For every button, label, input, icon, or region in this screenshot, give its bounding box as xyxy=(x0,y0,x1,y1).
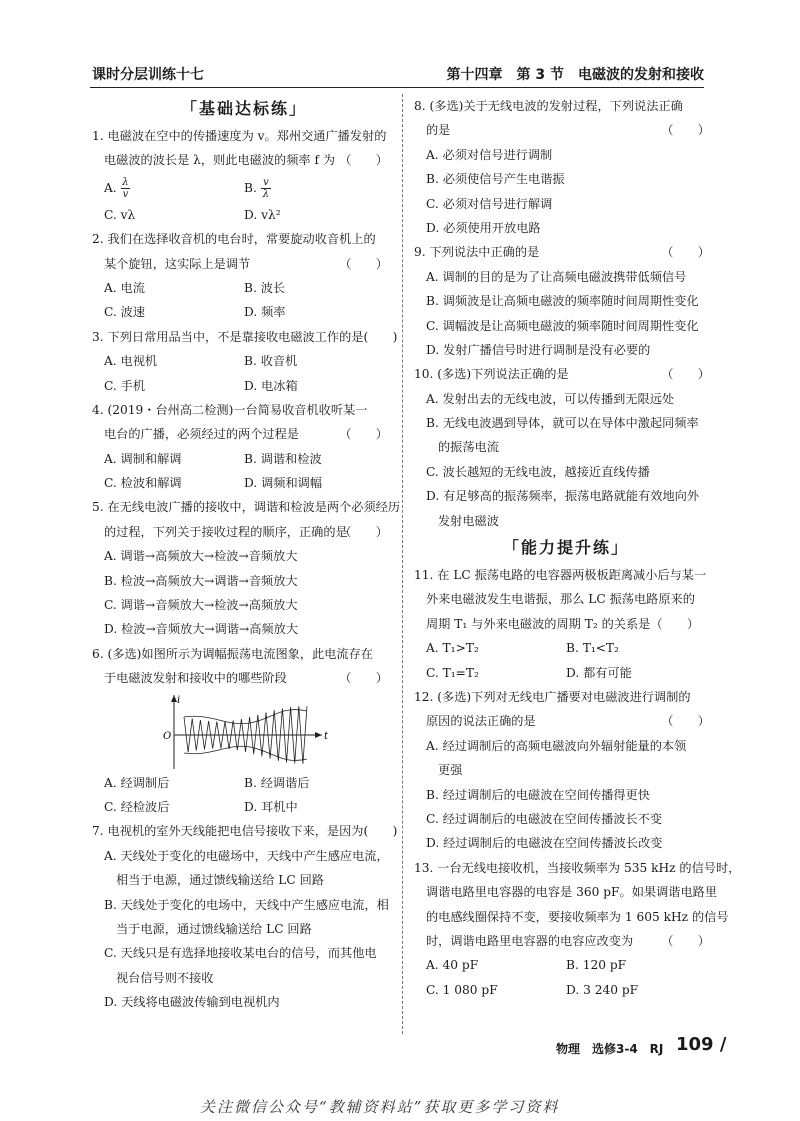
q3-option-b[interactable]: B. 收音机 xyxy=(244,354,298,369)
axis-i-label: i xyxy=(177,694,181,706)
q5-option-c[interactable]: C. 调谐→音频放大→检波→高频放大 xyxy=(104,598,298,613)
q3-options-cd xyxy=(92,374,396,398)
q12-option-a[interactable]: A. 经过调制后的高频电磁波向外辐射能量的本领 xyxy=(426,738,687,753)
q6-option-a[interactable]: A. 经调制后 xyxy=(104,775,170,790)
q11-option-a[interactable]: A. T₁>T₂ xyxy=(426,641,479,656)
q8-option-b[interactable]: B. 必须使信号产生电谐振 xyxy=(426,172,565,187)
q12-line1: 12. (多选)下列对无线电广播要对电磁波进行调制的 xyxy=(414,689,691,704)
q13-option-d[interactable]: D. 3 240 pF xyxy=(566,982,639,997)
q8-line2 xyxy=(414,118,718,142)
q9-stem: 9. 下列说法中正确的是 xyxy=(414,245,540,260)
q3-line1: 3. 下列日常用品当中，不是靠接收电磁波工作的是( ) xyxy=(92,329,398,344)
q6-options-ab xyxy=(92,771,396,795)
q5-stem: 的过程，下列关于接收过程的顺序，正确的是 xyxy=(104,524,348,539)
question-4 xyxy=(92,398,396,496)
origin-label: O xyxy=(163,730,172,742)
q11-options-ab xyxy=(414,636,718,660)
am-wave-figure xyxy=(92,691,396,771)
q6-option-b[interactable]: B. 经调谐后 xyxy=(244,775,310,790)
answer-paren: （ ） xyxy=(339,524,388,539)
q13-options-ab xyxy=(414,953,718,977)
q11-option-d[interactable]: D. 都有可能 xyxy=(566,665,632,680)
q10-stem: 10. (多选)下列说法正确的是 xyxy=(414,367,569,382)
q1-option-c[interactable]: C. vλ xyxy=(104,207,136,222)
q7-option-c-cont: 视台信号则不接收 xyxy=(116,970,214,985)
question-1 xyxy=(92,124,396,227)
q5-line1: 5. 在无线电波广播的接收中，调谐和检波是两个必须经历 xyxy=(92,500,401,515)
header-rule xyxy=(90,87,704,88)
frac-a-num: λ xyxy=(122,176,129,188)
opt-a-label: A. xyxy=(104,180,121,195)
q2-line2 xyxy=(92,252,396,276)
q6-line2 xyxy=(92,666,396,690)
q3-options-ab xyxy=(92,349,396,373)
q9-line1 xyxy=(414,240,718,264)
q2-options-cd xyxy=(92,300,396,324)
q10-option-a[interactable]: A. 发射出去的无线电波，可以传播到无限远处 xyxy=(426,391,675,406)
q5-line2 xyxy=(92,520,396,544)
answer-paren: （ ） xyxy=(339,153,388,168)
q9-option-b[interactable]: B. 调频波是让高频电磁波的频率随时间周期性变化 xyxy=(426,294,699,309)
frac-a xyxy=(121,177,131,200)
question-8 xyxy=(414,94,718,240)
q7-option-c[interactable]: C. 天线只是有选择地接收某电台的信号，而其他电 xyxy=(104,946,377,961)
q7-option-b[interactable]: B. 天线处于变化的电场中，天线中产生感应电流，相 xyxy=(104,897,389,912)
q8-option-d[interactable]: D. 必须使用开放电路 xyxy=(426,220,541,235)
upper-envelope xyxy=(184,709,307,723)
right-column xyxy=(414,94,741,1002)
q1-option-d[interactable]: D. vλ² xyxy=(244,207,281,222)
q10-option-b[interactable]: B. 无线电波遇到导体，就可以在导体中激起同频率 xyxy=(426,416,699,431)
question-5 xyxy=(92,495,401,641)
q3-option-a[interactable]: A. 电视机 xyxy=(104,354,158,369)
q10-option-d[interactable]: D. 有足够高的振荡频率，振荡电路就能有效地向外 xyxy=(426,489,700,504)
question-9 xyxy=(414,240,718,362)
q3-option-c[interactable]: C. 手机 xyxy=(104,378,146,393)
question-7 xyxy=(92,819,396,1014)
q13-stem: 时，调谐电路里电容器的电容应改变为 xyxy=(426,933,634,948)
question-10 xyxy=(414,362,718,533)
q1-options-ab xyxy=(92,173,396,203)
question-2 xyxy=(92,227,396,325)
section-advanced-title: 「能力提升练」 xyxy=(502,538,629,558)
frac-a-den: v xyxy=(122,188,129,200)
question-12 xyxy=(414,685,718,856)
opt-b-label: B. xyxy=(244,180,261,195)
q13-option-c[interactable]: C. 1 080 pF xyxy=(426,982,498,997)
q4-options-ab xyxy=(92,447,396,471)
q8-line1: 8. (多选)关于无线电波的发射过程，下列说法正确 xyxy=(414,99,683,113)
frac-b-num: v xyxy=(263,176,269,188)
q2-option-b[interactable]: B. 波长 xyxy=(244,280,286,295)
q1-stem: 电磁波的波长是 λ，则此电磁波的频率 f 为 xyxy=(104,153,336,168)
q12-stem: 原因的说法正确的是 xyxy=(426,714,536,729)
q6-line1: 6. (多选)如图所示为调幅振荡电流图象，此电流存在 xyxy=(92,646,373,661)
question-3 xyxy=(92,325,396,398)
q7-line1: 7. 电视机的室外天线能把电信号接收下来，是因为( ) xyxy=(92,824,398,839)
q12-option-c[interactable]: C. 经过调制后的电磁波在空间传播波长不变 xyxy=(426,811,663,826)
answer-paren: （ ） xyxy=(661,933,710,948)
q2-line1: 2. 我们在选择收音机的电台时，常要旋动收音机上的 xyxy=(92,232,376,247)
q13-line1: 13. 一台无线电接收机，当接收频率为 535 kHz 的信号时， xyxy=(414,860,741,875)
am-wave-svg xyxy=(162,691,332,771)
bottom-handwritten-note: 关注微信公众号“教辅资料站”获取更多学习资料 xyxy=(200,1098,560,1116)
q2-options-ab xyxy=(92,276,396,300)
q1-line1: 1. 电磁波在空中的传播速度为 v。郑州交通广播发射的 xyxy=(92,129,387,143)
answer-paren: （ ） xyxy=(339,256,388,271)
axis-t-label: t xyxy=(324,730,329,742)
q13-line2: 调谐电路里电容器的电容是 360 pF。如果调谐电路里 xyxy=(426,885,718,900)
answer-paren: （ ） xyxy=(661,245,710,260)
question-13 xyxy=(414,856,741,1002)
q8-option-a[interactable]: A. 必须对信号进行调制 xyxy=(426,147,553,162)
q9-option-a[interactable]: A. 调制的目的是为了让高频电磁波携带低频信号 xyxy=(426,269,687,284)
q7-option-a-cont: 相当于电源，通过馈线输送给 LC 回路 xyxy=(116,873,324,888)
q4-option-a[interactable]: A. 调制和解调 xyxy=(104,451,182,466)
q5-option-b[interactable]: B. 检波→高频放大→调谐→音频放大 xyxy=(104,573,298,588)
q5-option-a[interactable]: A. 调谐→高频放大→检波→音频放大 xyxy=(104,549,298,564)
q3-option-d[interactable]: D. 电冰箱 xyxy=(244,378,298,393)
q4-line2 xyxy=(92,422,396,446)
q1-options-cd xyxy=(92,203,396,227)
q7-option-b-cont: 当于电源，通过馈线输送给 LC 回路 xyxy=(116,921,312,936)
page-number: 109 / xyxy=(676,1034,727,1055)
q6-stem: 于电磁波发射和接收中的哪些阶段 xyxy=(104,671,287,686)
q13-option-b[interactable]: B. 120 pF xyxy=(566,958,627,973)
q13-option-a[interactable]: A. 40 pF xyxy=(426,958,479,973)
q11-line2: 外来电磁波发生电谐振，那么 LC 振荡电路原来的 xyxy=(426,592,695,607)
q2-option-c[interactable]: C. 波速 xyxy=(104,305,146,320)
lower-envelope xyxy=(184,746,307,760)
answer-paren: （ ） xyxy=(661,714,710,729)
q12-line2 xyxy=(414,709,718,733)
header-left: 课时分层训练十七 xyxy=(92,67,204,83)
q5-option-d[interactable]: D. 检波→音频放大→调谐→高频放大 xyxy=(104,622,298,637)
q10-line1 xyxy=(414,362,718,386)
q8-stem: 的是 xyxy=(426,123,451,138)
left-column xyxy=(92,94,401,1015)
q2-option-a[interactable]: A. 电流 xyxy=(104,280,145,295)
q7-option-d[interactable]: D. 天线将电磁波传输到电视机内 xyxy=(104,995,280,1010)
q1-line2 xyxy=(92,148,396,172)
q11-options-cd xyxy=(414,661,718,685)
q11-line3: 周期 T₁ 与外来电磁波的周期 T₂ 的关系是（ ） xyxy=(426,616,700,631)
question-6 xyxy=(92,642,396,820)
q13-line3: 的电感线圈保持不变，要接收频率为 1 605 kHz 的信号 xyxy=(426,909,729,924)
q10-option-b-cont: 的振荡电流 xyxy=(438,440,499,455)
frac-b xyxy=(261,177,271,200)
q12-option-d[interactable]: D. 经过调制后的电磁波在空间传播波长改变 xyxy=(426,836,663,851)
q12-option-b[interactable]: B. 经过调制后的电磁波在空间传播得更快 xyxy=(426,787,650,802)
q4-stem: 电台的广播，必须经过的两个过程是 xyxy=(104,427,299,442)
q10-option-c[interactable]: C. 波长越短的无线电波，越接近直线传播 xyxy=(426,464,650,479)
frac-b-den: λ xyxy=(262,188,270,200)
section-basic-title: 「基础达标练」 xyxy=(180,99,307,118)
q6-option-d[interactable]: D. 耳机中 xyxy=(244,799,298,814)
q2-stem: 某个旋钮，这实际上是调节 xyxy=(104,256,251,271)
q7-option-a[interactable]: A. 天线处于变化的电磁场中，天线中产生感应电流， xyxy=(104,848,389,863)
q9-option-c[interactable]: C. 调幅波是让高频电磁波的频率随时间周期性变化 xyxy=(426,318,699,333)
q4-option-b[interactable]: B. 调谐和检波 xyxy=(244,451,322,466)
header-right: 第十四章 第 3 节 电磁波的发射和接收 xyxy=(446,67,704,83)
q4-options-cd xyxy=(92,471,396,495)
q13-options-cd xyxy=(414,978,718,1002)
q2-option-d[interactable]: D. 频率 xyxy=(244,305,286,320)
q6-options-cd xyxy=(92,795,396,819)
question-11 xyxy=(414,563,718,685)
footer-subject: 物理 选修3-4 RJ xyxy=(556,1042,664,1056)
q1-option-a[interactable] xyxy=(104,173,244,203)
q13-line4 xyxy=(414,929,718,953)
q1-option-b[interactable] xyxy=(244,173,384,203)
q6-option-c[interactable]: C. 经检波后 xyxy=(104,799,170,814)
q4-option-c[interactable]: C. 检波和解调 xyxy=(104,476,182,491)
q10-option-d-cont: 发射电磁波 xyxy=(438,513,499,528)
q12-option-a-cont: 更强 xyxy=(438,763,463,778)
q11-line1: 11. 在 LC 振荡电路的电容器两极板距离减小后与某一 xyxy=(414,568,707,583)
q4-line1: 4. (2019・台州高二检测)一台简易收音机收听某一 xyxy=(92,402,368,417)
q4-option-d[interactable]: D. 调频和调幅 xyxy=(244,476,323,491)
q9-option-d[interactable]: D. 发射广播信号时进行调制是没有必要的 xyxy=(426,342,651,357)
answer-paren: （ ） xyxy=(339,427,388,442)
answer-paren: （ ） xyxy=(339,671,388,686)
column-divider xyxy=(402,94,403,1034)
q11-option-b[interactable]: B. T₁<T₂ xyxy=(566,641,619,656)
q11-option-c[interactable]: C. T₁=T₂ xyxy=(426,665,479,680)
answer-paren: （ ） xyxy=(661,367,710,382)
q8-option-c[interactable]: C. 必须对信号进行解调 xyxy=(426,196,553,211)
answer-paren: （ ） xyxy=(661,123,710,138)
